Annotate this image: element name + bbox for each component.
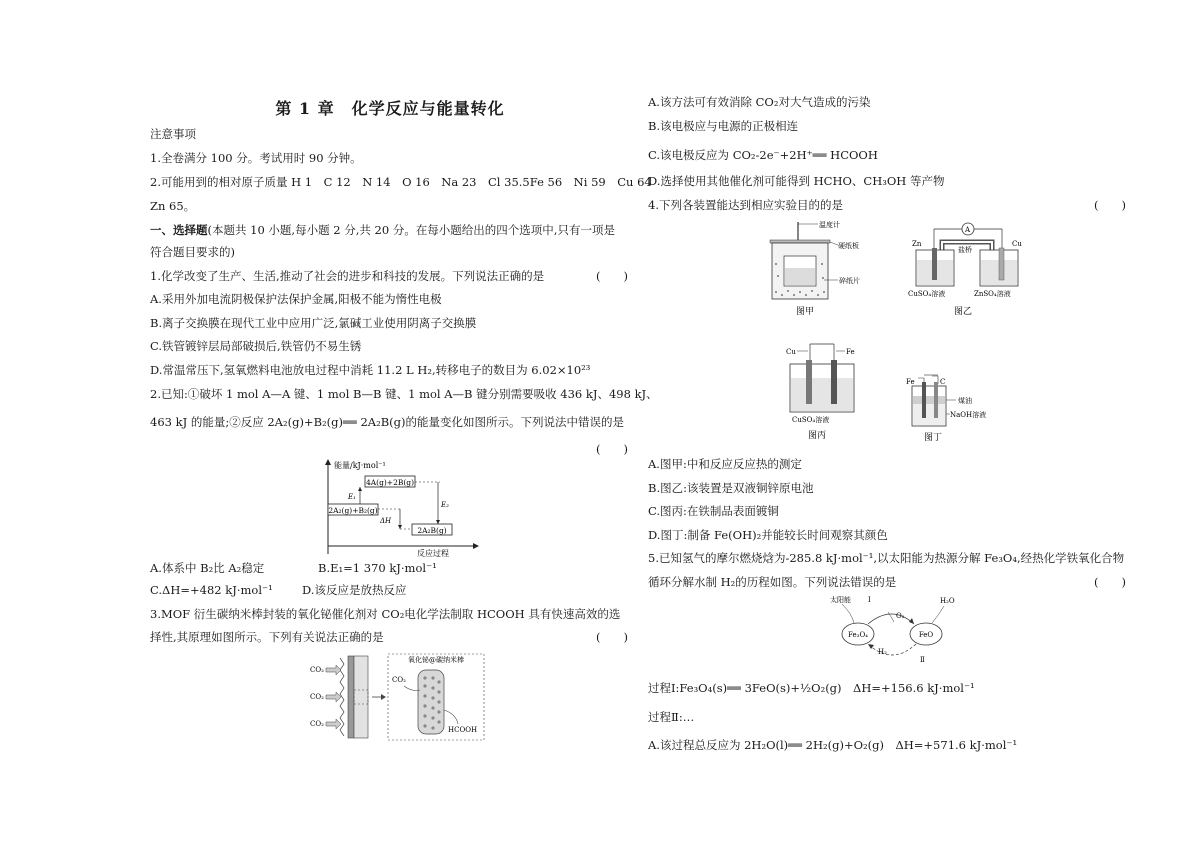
notice-item-2: 2.可能用到的相对原子质量 H 1 C 12 N 14 O 16 Na 23 Cl 35.5Fe 56 Ni 59 Cu 64 [150,175,652,189]
bing-cu-label: Cu [786,348,796,356]
salt-bridge-label: 盐桥 [958,246,972,254]
figure-ding [902,372,1002,444]
e1-label: E₁ [348,493,356,501]
q2-option-c: C.ΔH=+482 kJ·mol⁻¹ [150,583,273,597]
solar-label: 太阳能 [830,596,851,604]
dh-label: ΔH [380,517,392,525]
q3-option-b: B.该电极应与电源的正极相连 [648,119,799,133]
q4-option-d: D.图丁:制备 Fe(OH)₂并能较长时间观察其颜色 [648,528,888,542]
question-4: 4.下列各装置能达到相应实验目的的是 [648,198,843,212]
q4-option-a: A.图甲:中和反应反应热的测定 [648,457,802,471]
box-atoms: 4A(g)+2B(g) [365,478,415,487]
question-3-cont: 择性,其原理如图所示。下列有关说法正确的是 [150,630,384,644]
figure-yi-caption: 图乙 [954,307,973,317]
answer-paren-3: ( ) [596,630,628,644]
section-heading [150,222,615,238]
water-splitting-cycle [828,594,974,670]
energy-diagram [320,458,480,558]
figure-jia [766,218,878,320]
figure-bing-caption: 图丙 [808,431,827,441]
answer-paren-1: ( ) [596,269,628,283]
box-reactants: 2A₂(g)+B₂(g) [328,506,378,515]
box-products: 2A₂B(g) [417,526,447,535]
q3-option-a: A.该方法可有效消除 CO₂对大气造成的污染 [648,95,871,109]
q2-option-b: B.E₁=1 370 kJ·mol⁻¹ [318,561,437,575]
answer-paren-4: ( ) [1094,198,1126,212]
figure-bing [784,340,860,444]
paper-label: 碎纸片 [839,277,860,285]
e2-label: E₂ [441,501,449,509]
co2-label-2: CO₂ [310,693,324,701]
board-label: 硬纸板 [838,242,859,250]
q2-option-d: D.该反应是放热反应 [302,583,407,597]
naoh-label: NaOH溶液 [950,411,987,419]
q3-option-d: D.选择使用其他催化剂可能得到 HCHO、CH₃OH 等产物 [648,174,945,188]
ammeter-label: A [965,226,971,234]
question-2: 2.已知:①破坏 1 mol A—A 键、1 mol B—B 键、1 mol A—B 键分别需要吸收 436 kJ、498 kJ、 [150,387,658,401]
o2-label: O₂ [896,612,905,620]
notice-item-1: 1.全卷满分 100 分。考试用时 90 分钟。 [150,151,362,165]
figure-yi [906,220,1026,320]
section-heading-rest: (本题共 10 小题,每小题 2 分,共 20 分。在每小题给出的四个选项中,只有一项是 [207,223,615,237]
kerosene-label: 煤油 [958,397,972,405]
cu-label: Cu [1012,240,1022,248]
co2-label-3: CO₂ [310,720,324,728]
bing-solution-label: CuSO₄溶液 [792,416,830,424]
ding-c-label: C [940,378,946,386]
h2o-label: H₂O [940,597,955,605]
section-heading-cont: 符合题目要求的) [150,245,235,259]
q3-option-c: C.该电极反应为 CO₂-2e⁻+2H⁺══ HCOOH [648,148,878,162]
question-1: 1.化学改变了生产、生活,推动了社会的进步和科技的发展。下列说法正确的是 [150,269,545,283]
figure-ding-caption: 图丁 [924,433,943,443]
cuso4-label-yi: CuSO₄溶液 [908,290,946,298]
process-ii-label: Ⅱ [920,656,925,664]
ding-fe-label: Fe [906,378,915,386]
q4-option-c: C.图丙:在铁制品表面镀铜 [648,504,779,518]
nanorod-label: 氧化铋@碳纳米棒 [408,656,464,664]
co2-label-1: CO₂ [310,666,324,674]
bing-fe-label: Fe [846,348,855,356]
notice-heading: 注意事项 [150,127,196,141]
answer-paren-5: ( ) [1094,575,1126,589]
hcooh-label: HCOOH [448,726,478,734]
energy-axis-label: 能量/kJ·mol⁻¹ [334,461,386,470]
catalyst-diagram [308,652,488,742]
answer-paren-2: ( ) [596,442,628,456]
q5-option-a: A.该过程总反应为 2H₂O(l)══ 2H₂(g)+O₂(g) ΔH=+571.6 kJ·mol⁻¹ [648,738,1018,752]
process-1-equation: 过程Ⅰ:Fe₃O₄(s)══ 3FeO(s)+½O₂(g) ΔH=+156.6 kJ·mol⁻¹ [648,681,975,695]
process-i-label: Ⅰ [868,596,871,604]
fe3o4-node: Fe₃O₄ [848,631,868,639]
zn-label: Zn [912,240,922,248]
question-2-cont: 463 kJ 的能量;②反应 2A₂(g)+B₂(g)══ 2A₂B(g)的能量变化如图所示。下列说法中错误的是 [150,415,624,429]
znso4-label: ZnSO₄溶液 [974,290,1011,298]
page-title: 第 1 章 化学反应与能量转化 [275,99,505,118]
q1-option-c: C.铁管镀锌层局部破损后,铁管仍不易生锈 [150,339,362,353]
section-heading-bold: 一、选择题 [150,223,208,237]
q4-option-b: B.图乙:该装置是双液铜锌原电池 [648,481,814,495]
q1-option-a: A.采用外加电流阴极保护法保护金属,阳极不能为惰性电极 [150,292,442,306]
co2-label-4: CO₂ [392,676,406,684]
notice-item-2-cont: Zn 65。 [150,199,196,213]
question-3: 3.MOF 衍生碳纳米棒封装的氧化铋催化剂对 CO₂电化学法制取 HCOOH 具有快速高效的选 [150,607,621,621]
q1-option-b: B.离子交换膜在现代工业中应用广泛,氯碱工业使用阴离子交换膜 [150,316,477,330]
h2-label: H₂ [878,648,887,656]
question-5: 5.已知氢气的摩尔燃烧焓为-285.8 kJ·mol⁻¹,以太阳能为热源分解 Fe₃O₄,经热化学铁氧化合物 [648,551,1125,565]
q1-option-d: D.常温常压下,氢氧燃料电池放电过程中消耗 11.2 L H₂,转移电子的数目为 6.02×10²³ [150,363,591,377]
question-5-cont: 循环分解水制 H₂的历程如图。下列说法错误的是 [648,575,897,589]
process-axis-label: 反应过程 [417,549,449,558]
feo-node: FeO [918,631,934,639]
q2-option-a: A.体系中 B₂比 A₂稳定 [150,561,265,575]
thermometer-label: 温度计 [819,221,840,229]
figure-jia-caption: 图甲 [796,307,815,317]
process-2-equation: 过程Ⅱ:… [648,710,695,724]
